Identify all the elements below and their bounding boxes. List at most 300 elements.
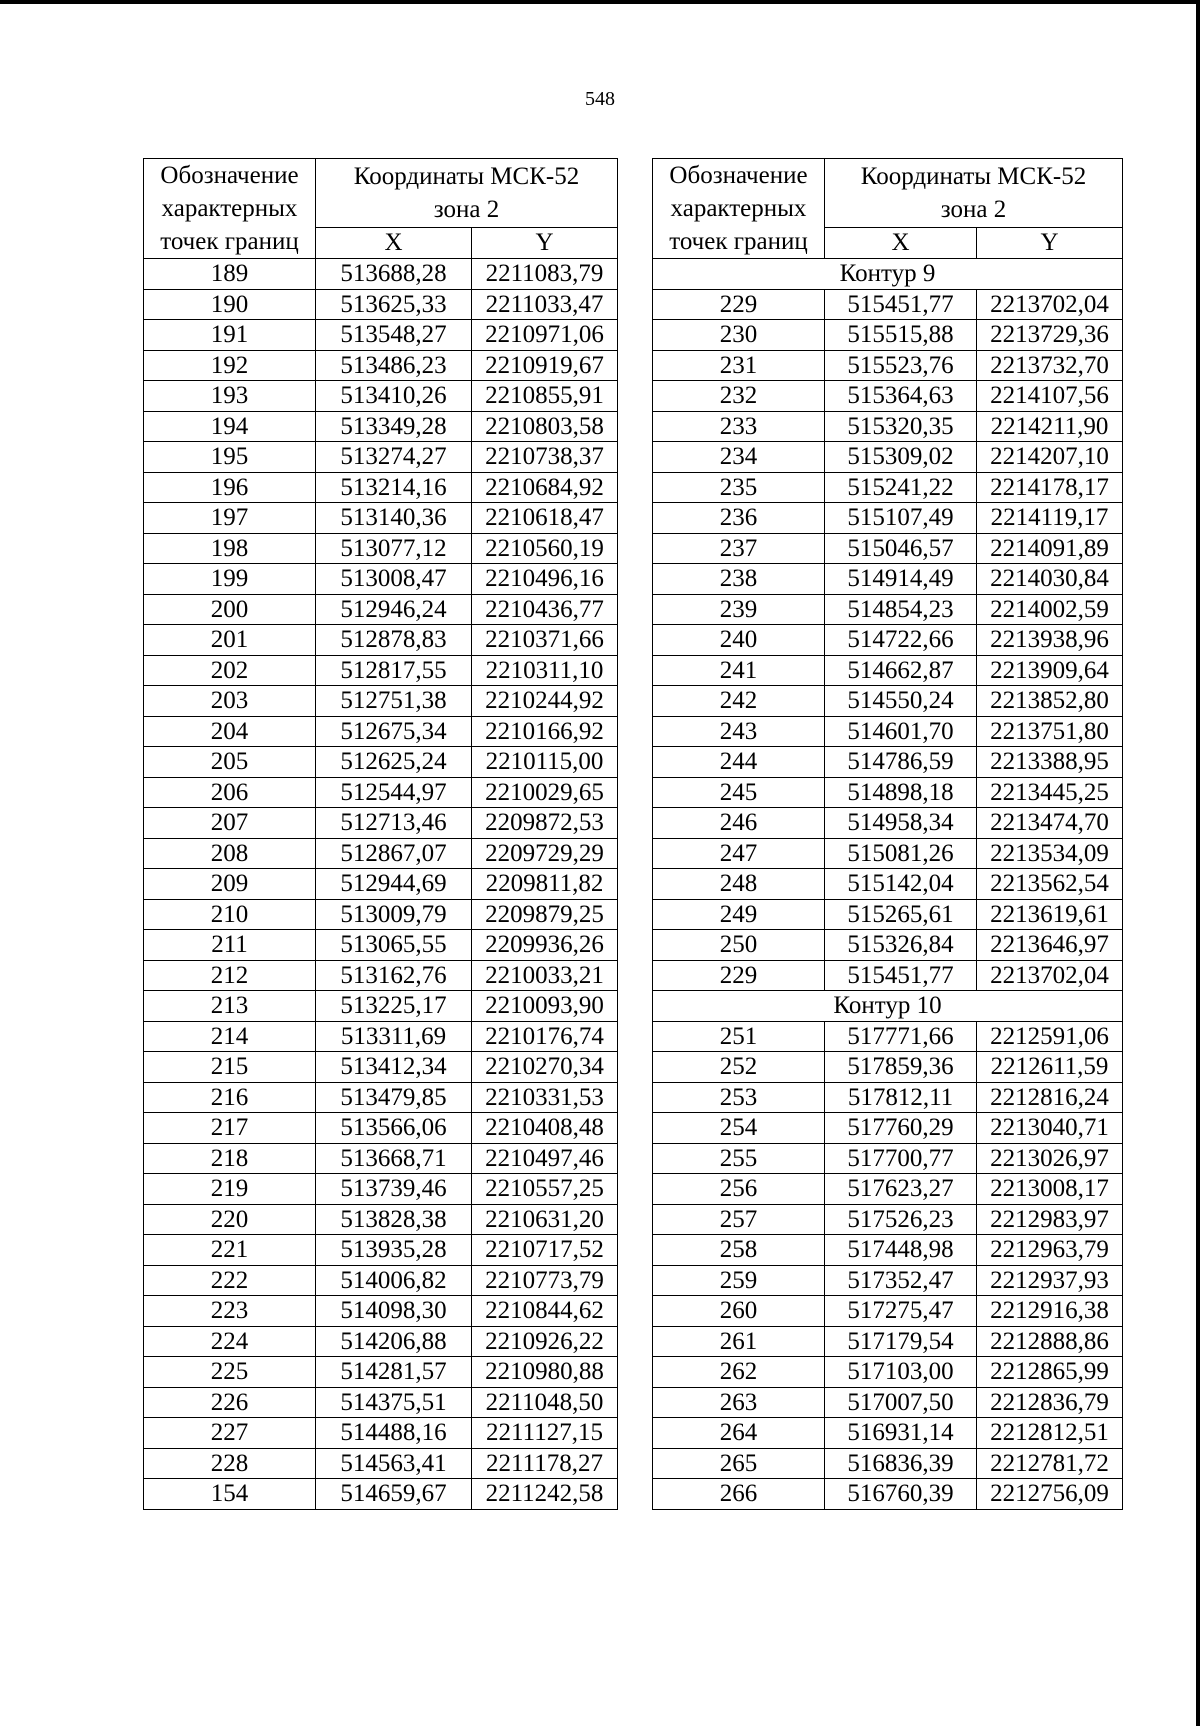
point-id-cell: 262 [653,1357,825,1388]
y-coordinate-cell: 2211127,15 [472,1418,618,1449]
point-id-cell: 191 [144,320,316,351]
y-coordinate-cell: 2214211,90 [977,411,1123,442]
y-coordinate-cell: 2213702,04 [977,960,1123,991]
point-id-cell: 229 [653,289,825,320]
table-row [144,1113,618,1144]
table-row [653,960,1123,991]
x-coordinate-cell: 513688,28 [316,259,472,290]
table-row [653,533,1123,564]
point-id-cell: 249 [653,899,825,930]
point-id-cell: 195 [144,442,316,473]
x-coordinate-cell: 513214,16 [316,472,472,503]
x-coordinate-cell: 513548,27 [316,320,472,351]
y-coordinate-cell: 2209811,82 [472,869,618,900]
table-row [144,503,618,534]
point-id-cell: 213 [144,991,316,1022]
y-coordinate-cell: 2213909,64 [977,655,1123,686]
y-coordinate-cell: 2210244,92 [472,686,618,717]
table-row [144,350,618,381]
y-coordinate-cell: 2212937,93 [977,1265,1123,1296]
y-coordinate-cell: 2210855,91 [472,381,618,412]
table-row [653,716,1123,747]
table-row [653,472,1123,503]
point-id-cell: 266 [653,1479,825,1510]
x-coordinate-cell: 512713,46 [316,808,472,839]
table-row [653,1326,1123,1357]
y-coordinate-cell: 2210844,62 [472,1296,618,1327]
x-coordinate-cell: 515081,26 [825,838,977,869]
point-id-cell: 189 [144,259,316,290]
coordinates-table-right [652,158,1123,1510]
y-coordinate-cell: 2213938,96 [977,625,1123,656]
table-row [144,869,618,900]
point-id-cell: 259 [653,1265,825,1296]
table-row [653,350,1123,381]
x-coordinate-cell: 513162,76 [316,960,472,991]
table-row [144,1448,618,1479]
table-row [144,991,618,1022]
point-id-cell: 251 [653,1021,825,1052]
table-row [144,1235,618,1266]
point-id-cell: 242 [653,686,825,717]
point-id-cell: 255 [653,1143,825,1174]
point-id-cell: 247 [653,838,825,869]
point-id-cell: 198 [144,533,316,564]
x-coordinate-cell: 514958,34 [825,808,977,839]
y-coordinate-cell: 2213388,95 [977,747,1123,778]
point-id-cell: 241 [653,655,825,686]
table-row [144,716,618,747]
x-coordinate-cell: 515046,57 [825,533,977,564]
table-row [144,594,618,625]
point-id-cell: 235 [653,472,825,503]
table-row [653,838,1123,869]
x-coordinate-cell: 514854,23 [825,594,977,625]
point-id-cell: 257 [653,1204,825,1235]
point-id-cell: 218 [144,1143,316,1174]
point-id-cell: 253 [653,1082,825,1113]
point-id-cell: 225 [144,1357,316,1388]
y-coordinate-cell: 2213008,17 [977,1174,1123,1205]
y-coordinate-cell: 2210436,77 [472,594,618,625]
y-coordinate-cell: 2212591,06 [977,1021,1123,1052]
table-row [144,899,618,930]
left-table-body [144,259,618,1510]
x-coordinate-cell: 515364,63 [825,381,977,412]
y-coordinate-cell: 2212888,86 [977,1326,1123,1357]
table-row [653,564,1123,595]
table-row [144,320,618,351]
x-coordinate-cell: 515107,49 [825,503,977,534]
point-id-cell: 210 [144,899,316,930]
y-coordinate-cell: 2210803,58 [472,411,618,442]
y-coordinate-cell: 2212865,99 [977,1357,1123,1388]
point-id-cell: 244 [653,747,825,778]
y-coordinate-cell: 2212963,79 [977,1235,1123,1266]
point-id-cell: 219 [144,1174,316,1205]
x-coordinate-cell: 513486,23 [316,350,472,381]
point-id-cell: 237 [653,533,825,564]
table-row [144,625,618,656]
table-row [653,1204,1123,1235]
table-row [653,625,1123,656]
point-id-cell: 220 [144,1204,316,1235]
y-coordinate-cell: 2210497,46 [472,1143,618,1174]
y-coordinate-cell: 2210971,06 [472,320,618,351]
table-row [144,289,618,320]
table-row [144,655,618,686]
x-coordinate-cell: 515326,84 [825,930,977,961]
x-coordinate-cell: 517700,77 [825,1143,977,1174]
y-coordinate-cell: 2212812,51 [977,1418,1123,1449]
table-row [653,899,1123,930]
x-coordinate-cell: 512625,24 [316,747,472,778]
y-coordinate-cell: 2213729,36 [977,320,1123,351]
y-coordinate-cell: 2210738,37 [472,442,618,473]
table-row [653,655,1123,686]
x-coordinate-cell: 514550,24 [825,686,977,717]
y-coordinate-cell: 2210631,20 [472,1204,618,1235]
header-x: X [825,227,977,258]
table-row [144,960,618,991]
y-coordinate-cell: 2211242,58 [472,1479,618,1510]
x-coordinate-cell: 517352,47 [825,1265,977,1296]
y-coordinate-cell: 2212816,24 [977,1082,1123,1113]
point-id-cell: 223 [144,1296,316,1327]
point-id-cell: 261 [653,1326,825,1357]
y-coordinate-cell: 2214091,89 [977,533,1123,564]
x-coordinate-cell: 513479,85 [316,1082,472,1113]
x-coordinate-cell: 515142,04 [825,869,977,900]
y-coordinate-cell: 2214002,59 [977,594,1123,625]
y-coordinate-cell: 2214207,10 [977,442,1123,473]
point-id-cell: 236 [653,503,825,534]
x-coordinate-cell: 513077,12 [316,533,472,564]
point-id-cell: 207 [144,808,316,839]
x-coordinate-cell: 515523,76 [825,350,977,381]
table-row [653,503,1123,534]
y-coordinate-cell: 2214107,56 [977,381,1123,412]
point-id-cell: 192 [144,350,316,381]
table-row [653,869,1123,900]
header-y: Y [977,227,1123,258]
x-coordinate-cell: 514914,49 [825,564,977,595]
y-coordinate-cell: 2210980,88 [472,1357,618,1388]
y-coordinate-cell: 2210029,65 [472,777,618,808]
table-row [144,381,618,412]
table-row [144,1021,618,1052]
x-coordinate-cell: 513009,79 [316,899,472,930]
point-id-cell: 229 [653,960,825,991]
y-coordinate-cell: 2210773,79 [472,1265,618,1296]
table-row [144,1174,618,1205]
table-row [144,1265,618,1296]
x-coordinate-cell: 512675,34 [316,716,472,747]
table-row [144,259,618,290]
table-row [653,411,1123,442]
x-coordinate-cell: 517812,11 [825,1082,977,1113]
y-coordinate-cell: 2213732,70 [977,350,1123,381]
x-coordinate-cell: 513274,27 [316,442,472,473]
header-coordinates-line-1: Координаты МСК-52 [860,162,1087,190]
point-id-cell: 203 [144,686,316,717]
table-row [653,777,1123,808]
x-coordinate-cell: 513225,17 [316,991,472,1022]
table-row [653,289,1123,320]
y-coordinate-cell: 2211048,50 [472,1387,618,1418]
x-coordinate-cell: 512878,83 [316,625,472,656]
point-id-cell: 230 [653,320,825,351]
point-id-cell: 227 [144,1418,316,1449]
point-id-cell: 200 [144,594,316,625]
point-id-cell: 254 [653,1113,825,1144]
point-id-cell: 258 [653,1235,825,1266]
contour-title-row [653,259,1123,290]
table-row [144,442,618,473]
x-coordinate-cell: 516931,14 [825,1418,977,1449]
x-coordinate-cell: 514488,16 [316,1418,472,1449]
header-x: X [316,227,472,258]
y-coordinate-cell: 2210408,48 [472,1113,618,1144]
y-coordinate-cell: 2213751,80 [977,716,1123,747]
y-coordinate-cell: 2214030,84 [977,564,1123,595]
x-coordinate-cell: 514662,87 [825,655,977,686]
table-row [144,1418,618,1449]
point-id-cell: 265 [653,1448,825,1479]
point-id-cell: 226 [144,1387,316,1418]
table-row [653,808,1123,839]
table-row [653,1052,1123,1083]
y-coordinate-cell: 2210311,10 [472,655,618,686]
point-id-cell: 215 [144,1052,316,1083]
table-row [144,533,618,564]
x-coordinate-cell: 517859,36 [825,1052,977,1083]
y-coordinate-cell: 2209936,26 [472,930,618,961]
header-points-line-1: Обозначение [160,162,299,189]
y-coordinate-cell: 2213474,70 [977,808,1123,839]
table-row [144,1143,618,1174]
header-points-line-1: Обозначение [669,162,808,189]
point-id-cell: 193 [144,381,316,412]
y-coordinate-cell: 2209729,29 [472,838,618,869]
table-row [144,1296,618,1327]
y-coordinate-cell: 2210919,67 [472,350,618,381]
table-row [653,1143,1123,1174]
x-coordinate-cell: 513349,28 [316,411,472,442]
x-coordinate-cell: 513140,36 [316,503,472,534]
table-row [653,1357,1123,1388]
x-coordinate-cell: 515320,35 [825,411,977,442]
y-coordinate-cell: 2210926,22 [472,1326,618,1357]
x-coordinate-cell: 515451,77 [825,960,977,991]
point-id-cell: 231 [653,350,825,381]
x-coordinate-cell: 515265,61 [825,899,977,930]
table-row [653,1479,1123,1510]
contour-title: Контур 9 [653,259,1123,290]
y-coordinate-cell: 2210371,66 [472,625,618,656]
point-id-cell: 221 [144,1235,316,1266]
contour-title-row [653,991,1123,1022]
point-id-cell: 250 [653,930,825,961]
x-coordinate-cell: 514375,51 [316,1387,472,1418]
header-coordinates-line-1: Координаты МСК-52 [353,162,580,190]
table-row [144,686,618,717]
x-coordinate-cell: 514786,59 [825,747,977,778]
table-row [653,1265,1123,1296]
table-row [653,594,1123,625]
table-row [653,320,1123,351]
table-row [653,1448,1123,1479]
y-coordinate-cell: 2212916,38 [977,1296,1123,1327]
table-row [144,472,618,503]
point-id-cell: 212 [144,960,316,991]
x-coordinate-cell: 517760,29 [825,1113,977,1144]
y-coordinate-cell: 2213026,97 [977,1143,1123,1174]
x-coordinate-cell: 514281,57 [316,1357,472,1388]
point-id-cell: 238 [653,564,825,595]
table-row [144,1052,618,1083]
x-coordinate-cell: 512867,07 [316,838,472,869]
point-id-cell: 240 [653,625,825,656]
table-row [653,442,1123,473]
point-id-cell: 194 [144,411,316,442]
x-coordinate-cell: 512944,69 [316,869,472,900]
y-coordinate-cell: 2210496,16 [472,564,618,595]
x-coordinate-cell: 513008,47 [316,564,472,595]
point-id-cell: 205 [144,747,316,778]
x-coordinate-cell: 515515,88 [825,320,977,351]
point-id-cell: 216 [144,1082,316,1113]
y-coordinate-cell: 2210033,21 [472,960,618,991]
x-coordinate-cell: 512946,24 [316,594,472,625]
page-number: 548 [585,88,615,110]
y-coordinate-cell: 2211033,47 [472,289,618,320]
point-id-cell: 214 [144,1021,316,1052]
table-row [144,747,618,778]
point-id-cell: 256 [653,1174,825,1205]
x-coordinate-cell: 514098,30 [316,1296,472,1327]
y-coordinate-cell: 2210093,90 [472,991,618,1022]
y-coordinate-cell: 2210270,34 [472,1052,618,1083]
y-coordinate-cell: 2210684,92 [472,472,618,503]
x-coordinate-cell: 515241,22 [825,472,977,503]
point-id-cell: 209 [144,869,316,900]
y-coordinate-cell: 2211083,79 [472,259,618,290]
x-coordinate-cell: 513065,55 [316,930,472,961]
y-coordinate-cell: 2209879,25 [472,899,618,930]
point-id-cell: 154 [144,1479,316,1510]
x-coordinate-cell: 513566,06 [316,1113,472,1144]
point-id-cell: 201 [144,625,316,656]
header-coordinates-label [825,159,1123,228]
right-table-body [653,259,1123,1510]
y-coordinate-cell: 2212781,72 [977,1448,1123,1479]
table-row [144,777,618,808]
table-row [144,1357,618,1388]
y-coordinate-cell: 2213562,54 [977,869,1123,900]
point-id-cell: 196 [144,472,316,503]
header-y: Y [472,227,618,258]
x-coordinate-cell: 517103,00 [825,1357,977,1388]
point-id-cell: 252 [653,1052,825,1083]
x-coordinate-cell: 514722,66 [825,625,977,656]
x-coordinate-cell: 513739,46 [316,1174,472,1205]
table-row [144,808,618,839]
y-coordinate-cell: 2213040,71 [977,1113,1123,1144]
y-coordinate-cell: 2210115,00 [472,747,618,778]
y-coordinate-cell: 2210176,74 [472,1021,618,1052]
point-id-cell: 206 [144,777,316,808]
point-id-cell: 211 [144,930,316,961]
header-points-line-3: точек границ [669,228,808,255]
x-coordinate-cell: 512751,38 [316,686,472,717]
coordinates-table-left [143,158,618,1510]
table-row [653,1296,1123,1327]
table-row [144,1387,618,1418]
x-coordinate-cell: 513828,38 [316,1204,472,1235]
x-coordinate-cell: 516760,39 [825,1479,977,1510]
point-id-cell: 224 [144,1326,316,1357]
x-coordinate-cell: 517623,27 [825,1174,977,1205]
header-points-line-2: характерных [670,195,807,222]
point-id-cell: 197 [144,503,316,534]
point-id-cell: 202 [144,655,316,686]
point-id-cell: 246 [653,808,825,839]
table-row [144,411,618,442]
point-id-cell: 199 [144,564,316,595]
y-coordinate-cell: 2212836,79 [977,1387,1123,1418]
y-coordinate-cell: 2212756,09 [977,1479,1123,1510]
x-coordinate-cell: 513935,28 [316,1235,472,1266]
table-row [653,381,1123,412]
x-coordinate-cell: 514206,88 [316,1326,472,1357]
point-id-cell: 260 [653,1296,825,1327]
y-coordinate-cell: 2209872,53 [472,808,618,839]
x-coordinate-cell: 513311,69 [316,1021,472,1052]
x-coordinate-cell: 517275,47 [825,1296,977,1327]
y-coordinate-cell: 2210717,52 [472,1235,618,1266]
x-coordinate-cell: 516836,39 [825,1448,977,1479]
y-coordinate-cell: 2213646,97 [977,930,1123,961]
y-coordinate-cell: 2214119,17 [977,503,1123,534]
point-id-cell: 239 [653,594,825,625]
header-points-line-2: характерных [161,195,298,222]
x-coordinate-cell: 513668,71 [316,1143,472,1174]
point-id-cell: 233 [653,411,825,442]
y-coordinate-cell: 2213619,61 [977,899,1123,930]
point-id-cell: 204 [144,716,316,747]
point-id-cell: 263 [653,1387,825,1418]
table-row [144,564,618,595]
x-coordinate-cell: 515309,02 [825,442,977,473]
table-row [144,1082,618,1113]
point-id-cell: 228 [144,1448,316,1479]
x-coordinate-cell: 517179,54 [825,1326,977,1357]
x-coordinate-cell: 517771,66 [825,1021,977,1052]
x-coordinate-cell: 517007,50 [825,1387,977,1418]
point-id-cell: 264 [653,1418,825,1449]
x-coordinate-cell: 512544,97 [316,777,472,808]
table-row [144,1326,618,1357]
point-id-cell: 234 [653,442,825,473]
y-coordinate-cell: 2212983,97 [977,1204,1123,1235]
y-coordinate-cell: 2213852,80 [977,686,1123,717]
table-row [653,1174,1123,1205]
point-id-cell: 190 [144,289,316,320]
x-coordinate-cell: 514563,41 [316,1448,472,1479]
header-points-line-3: точек границ [160,228,299,255]
y-coordinate-cell: 2213445,25 [977,777,1123,808]
